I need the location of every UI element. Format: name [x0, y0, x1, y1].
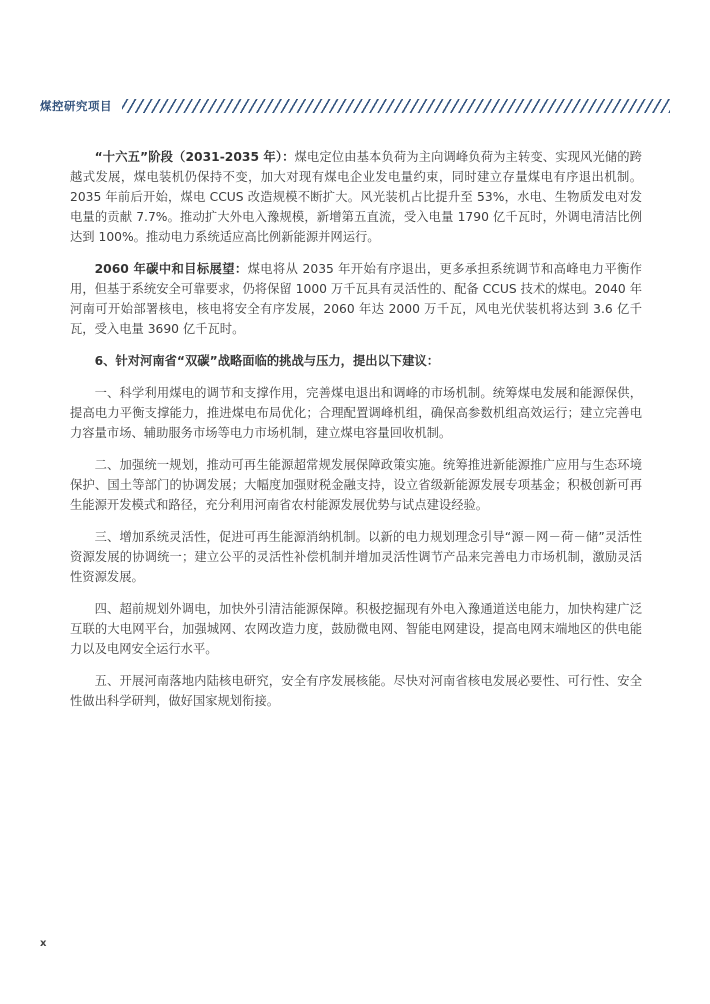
paragraph-2060-outlook — [70, 259, 642, 339]
page-header — [40, 93, 670, 119]
recommendation-5: 五、开展河南落地内陆核电研究，安全有序发展核能。尽快对河南省核电发展必要性、可行性、安全性做出科学研判，做好国家规划衔接。 — [70, 674, 642, 708]
page-number: x — [40, 938, 47, 949]
recommendation-3: 三、增加系统灵活性，促进可再生能源消纳机制。以新的电力规划理念引导“源－网－荷－储”灵活性资源发展的协调统一；建立公平的灵活性补偿机制并增加灵活性调节产品来完善电力市场机制，激励灵活性资源发展。 — [70, 530, 642, 584]
recommendation-2: 二、加强统一规划，推动可再生能源超常规发展保障政策实施。统筹推进新能源推广应用与生态环境保护、国土等部门的协调发展；大幅度加强财税金融支持，设立省级新能源发展专项基金；积极创新可再生能源开发模式和路径，充分利用河南省农村能源发展优势与试点建设经验。 — [70, 458, 642, 512]
main-content — [70, 147, 642, 723]
header-hatch-decoration — [122, 99, 670, 113]
paragraph-lead: “十六五”阶段（2031-2035 年）： — [94, 150, 295, 164]
paragraph-14th5-stage — [70, 147, 642, 247]
paragraph-lead: 2060 年碳中和目标展望： — [94, 262, 248, 276]
section-heading-recommendations: 6、针对河南省“双碳”战略面临的挑战与压力，提出以下建议： — [94, 354, 440, 368]
recommendation-4: 四、超前规划外调电，加快外引清洁能源保障。积极挖掘现有外电入豫通道送电能力，加快构建广泛互联的大电网平台，加强城网、农网改造力度，鼓励微电网、智能电网建设，提高电网末端地区的供电能力以及电网安全运行水平。 — [70, 602, 642, 656]
paragraph-text: 煤电将从 2035 年开始有序退出，更多承担系统调节和高峰电力平衡作用，但基于系统安全可靠要求，仍将保留 1000 万千瓦具有灵活性的、配备 CCUS 技术的煤电。2040 年河南可开始部署核电，核电将安全有序发展，2060 年达 2000 万千瓦，风电光伏装机将达到 3.6 亿千瓦，受入电量 3690 亿千瓦时。 — [70, 262, 642, 336]
recommendation-1: 一、科学利用煤电的调节和支撑作用，完善煤电退出和调峰的市场机制。统筹煤电发展和能源保供，提高电力平衡支撑能力，推进煤电布局优化；合理配置调峰机组，确保高参数机组高效运行；建立完善电力容量市场、辅助服务市场等电力市场机制，建立煤电容量回收机制。 — [70, 386, 642, 440]
paragraph-text: 煤电定位由基本负荷为主向调峰负荷为主转变、实现风光储的跨越式发展，煤电装机仍保持不变，加大对现有煤电企业发电量约束，同时建立存量煤电有序退出机制。2035 年前后开始，煤电 CCUS 改造规模不断扩大。风光装机占比提升至 53%，水电、生物质发电对发电量的贡献 7.7%。推动扩大外电入豫规模，新增第五直流，受入电量 1790 亿千瓦时，外调电清洁比例达到 100%。推动电力系统适应高比例新能源并网运行。 — [70, 150, 642, 244]
header-title: 煤控研究项目 — [40, 99, 112, 113]
